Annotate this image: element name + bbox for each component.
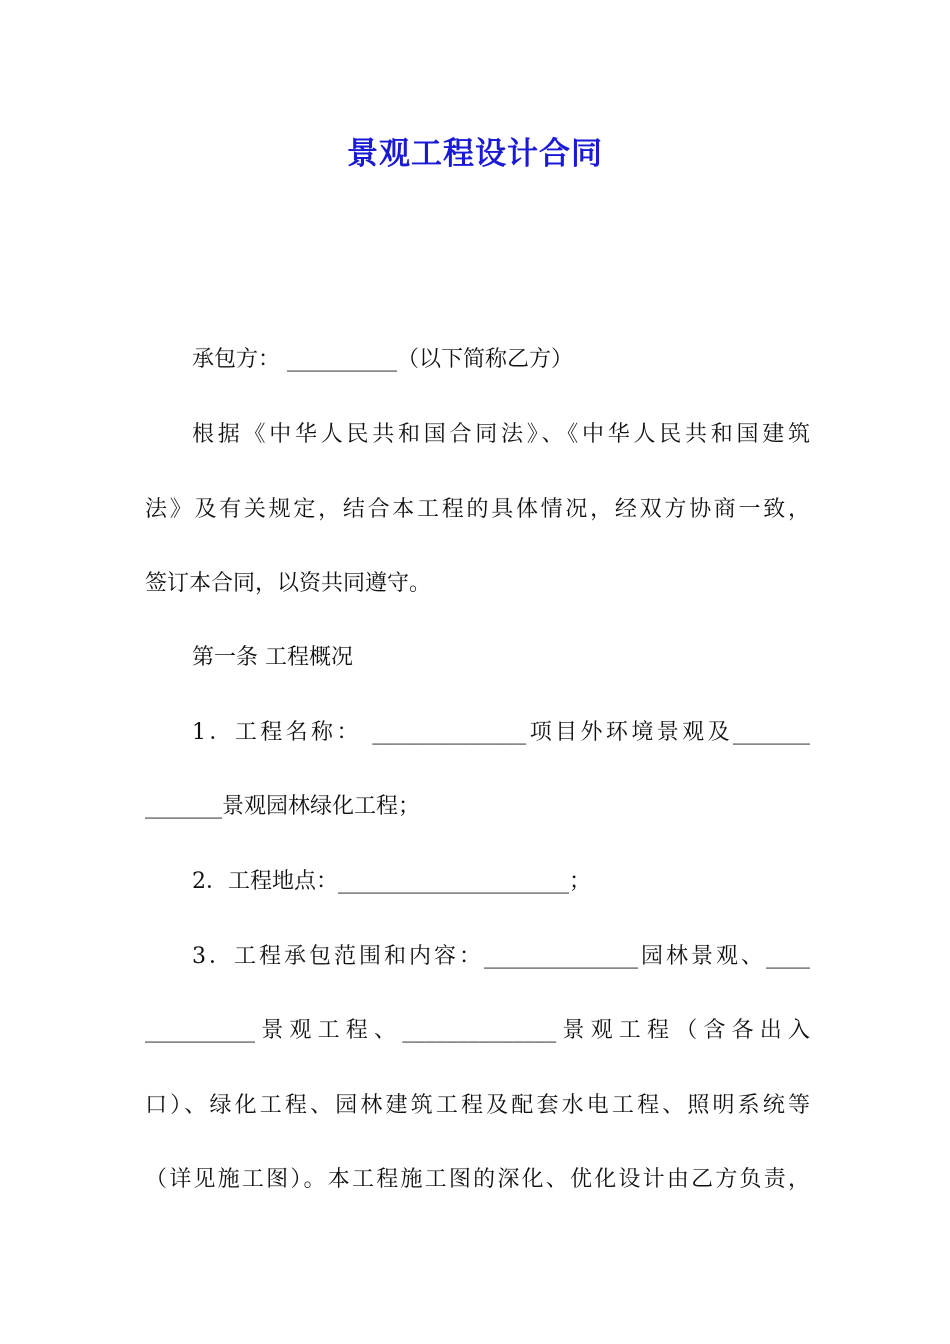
section-heading: 第一条 工程概况 [192, 645, 353, 670]
paragraph-line: 签订本合同，以资共同遵守。 [145, 571, 432, 596]
document-title: 景观工程设计合同 [347, 136, 603, 172]
paragraph-line: 法》及有关规定，结合本工程的具体情况，经双方协商一致， [145, 497, 810, 522]
paragraph-line: _______景观园林绿化工程； [145, 794, 421, 819]
paragraph-line: （详见施工图）。本工程施工图的深化、优化设计由乙方负责， [145, 1167, 810, 1192]
paragraph-line: 3．工程承包范围和内容：______________园林景观、____ [192, 944, 810, 969]
paragraph-line: __________景观工程、______________景观工程（含各出入 [145, 1018, 810, 1043]
paragraph-line: 根据《中华人民共和国合同法》、《中华人民共和国建筑 [192, 422, 810, 447]
paragraph-line: 2．工程地点：_____________________； [192, 869, 591, 894]
contractor-line: 承包方： __________（以下简称乙方） [192, 347, 573, 372]
paragraph-line: 1．工程名称： ______________项目外环境景观及_______ [192, 720, 810, 745]
paragraph-line: 口）、绿化工程、园林建筑工程及配套水电工程、照明系统等 [145, 1093, 810, 1118]
